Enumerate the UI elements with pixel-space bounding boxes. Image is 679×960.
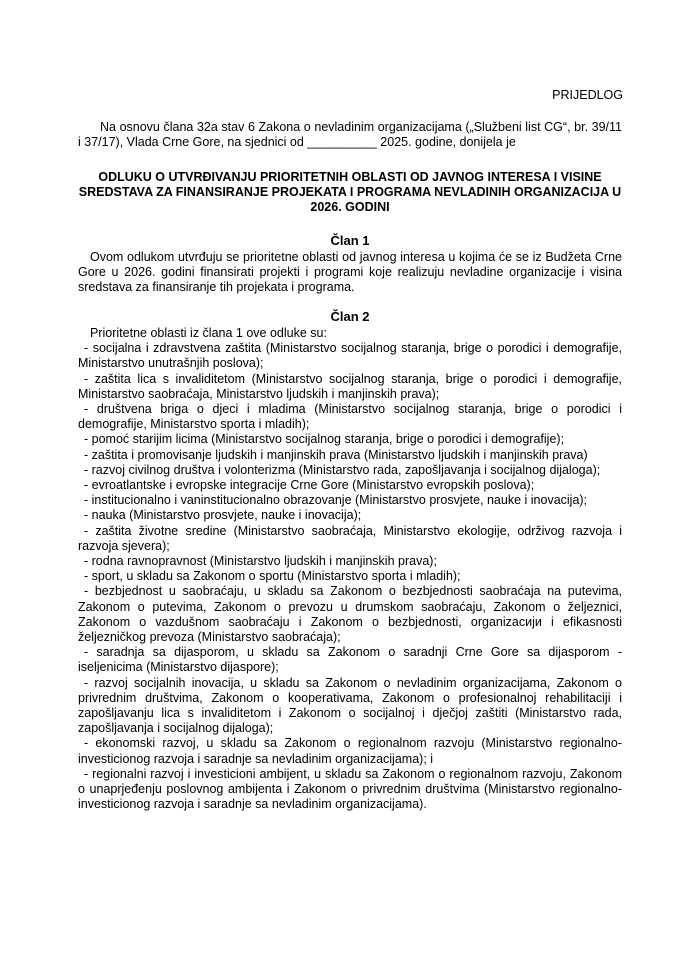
list-item: - društvena briga o djeci i mladima (Ministarstvo socijalnog staranja, brige o porodici i demografije, Ministarstvo sporta i mladih);	[78, 402, 622, 432]
list-item: - rodna ravnopravnost (Ministarstvo ljudskih i manjinskih prava);	[84, 554, 437, 569]
list-item: - razvoj civilnog društva i volonterizma (Ministarstvo rada, zapošljavanja i socijalnog dijaloga);	[84, 462, 601, 477]
list-item: - zaštita lica s invaliditetom (Ministarstvo socijalnog staranja, brige o porodici i demografije, Ministarstvo saobraćaja, Ministarstvo ljudskih i manjinskih prava);	[78, 371, 622, 401]
list-item: - zaštita i promovisanje ljudskih i manjinskih prava (Ministarstvo ljudskih i manjinskih prava)	[84, 447, 588, 462]
list-item: - ekonomski razvoj, u skladu sa Zakonom o regionalnom razvoju (Ministarstvo regionalno-investicionog razvoja i saradnje sa nevladinim organizacijama); i	[78, 736, 622, 766]
list-item: - razvoj socijalnih inovacija, u skladu sa Zakonom o nevladinim organizacijama, Zakonom o privrednim društvima, Zakonom o kooperativama, Zakonom o profesionalnoj rehabilitaciji i zapošljavanju lica s invaliditetom i Zakonom o socijalnoj i dječjoj zaštiti (Ministarstvo rada, zapošljavanja i socijalnog dijaloga);	[78, 675, 622, 736]
article-2-heading: Član 2	[330, 309, 370, 324]
priority-areas-list	[78, 326, 622, 813]
list-item: - pomoć starijim licima (Ministarstvo socijalnog staranja, brige o porodici i demografije);	[84, 432, 565, 447]
list-item: - sport, u skladu sa Zakonom o sportu (Ministarstvo sporta i mladih);	[84, 569, 461, 584]
list-item: - nauka (Ministarstvo prosvjete, nauke i inovacija);	[84, 508, 362, 523]
list-item: - institucionalno i vaninstitucionalno obrazovanje (Ministarstvo prosvjete, nauke i inovacija);	[84, 493, 588, 508]
list-item: - regionalni razvoj i investicioni ambijent, u skladu sa Zakonom o regionalnom razvoju, Zakonom o unaprjeđenju poslovnog ambijenta i Zakonom o privrednim društvima (Ministarstvo regionalno-investicionog razvoja i saradnje sa nevladinim organizacijama).	[78, 766, 622, 812]
article-1-heading: Član 1	[330, 233, 370, 248]
decision-title: ODLUKU O UTVRĐIVANJU PRIORITETNIH OBLASTI OD JAVNOG INTERESA I VISINE SREDSTAVA ZA FINANSIRANJE PROJEKATA I PROGRAMA NEVLADINIH ORGANIZACIJA U 2026. GODINI	[78, 170, 622, 214]
article-2-lead: Prioritetne oblasti iz člana 1 ove odluke su:	[90, 326, 327, 340]
list-item: - saradnja sa dijasporom, u skladu sa Zakonom o saradnji Crne Gore sa dijasporom - iseljenicima (Ministarstvo dijaspore);	[78, 645, 622, 675]
list-item: - bezbjednost u saobraćaju, u skladu sa Zakonom o bezbjednosti saobraćaja na putevima, Zakonom o putevima, Zakonom o prevozu u drumskom saobraćaju, Zakonom o željeznici, Zakonom o vazdušnom saobraćaju i Zakonom o bezbjednosti, organizacији i efikasnosti željezničkog prevoza (Ministarstvo saobraćaja);	[78, 584, 622, 645]
list-item: - socijalna i zdravstvena zaštita (Ministarstvo socijalnog staranja, brige o porodici i demografije, Ministarstvo unutrašnjih poslova);	[78, 341, 622, 371]
list-item: - evroatlantske i evropske integracije Crne Gore (Ministarstvo evropskih poslova);	[84, 478, 535, 493]
article-1-text: Ovom odlukom utvrđuju se prioritetne oblasti od javnog interesa u kojima će se iz Budžeta Crne Gore u 2026. godini finansirati projekti i programi koje realizuju nevladine organizacije i visina sredstava za finansiranje tih projekata i programa.	[78, 250, 622, 295]
proposal-label: PRIJEDLOG	[552, 88, 623, 102]
list-item: - zaštita životne sredine (Ministarstvo saobraćaja, Ministarstvo ekologije, održivog razvoja i razvoja sjevera);	[78, 523, 622, 553]
intro-paragraph: Na osnovu člana 32a stav 6 Zakona o nevladinim organizacijama („Službeni list CG“, br. 39/11 i 37/17), Vlada Crne Gore, na sjednici od __________ 2025. godine, donijela je	[78, 120, 622, 150]
